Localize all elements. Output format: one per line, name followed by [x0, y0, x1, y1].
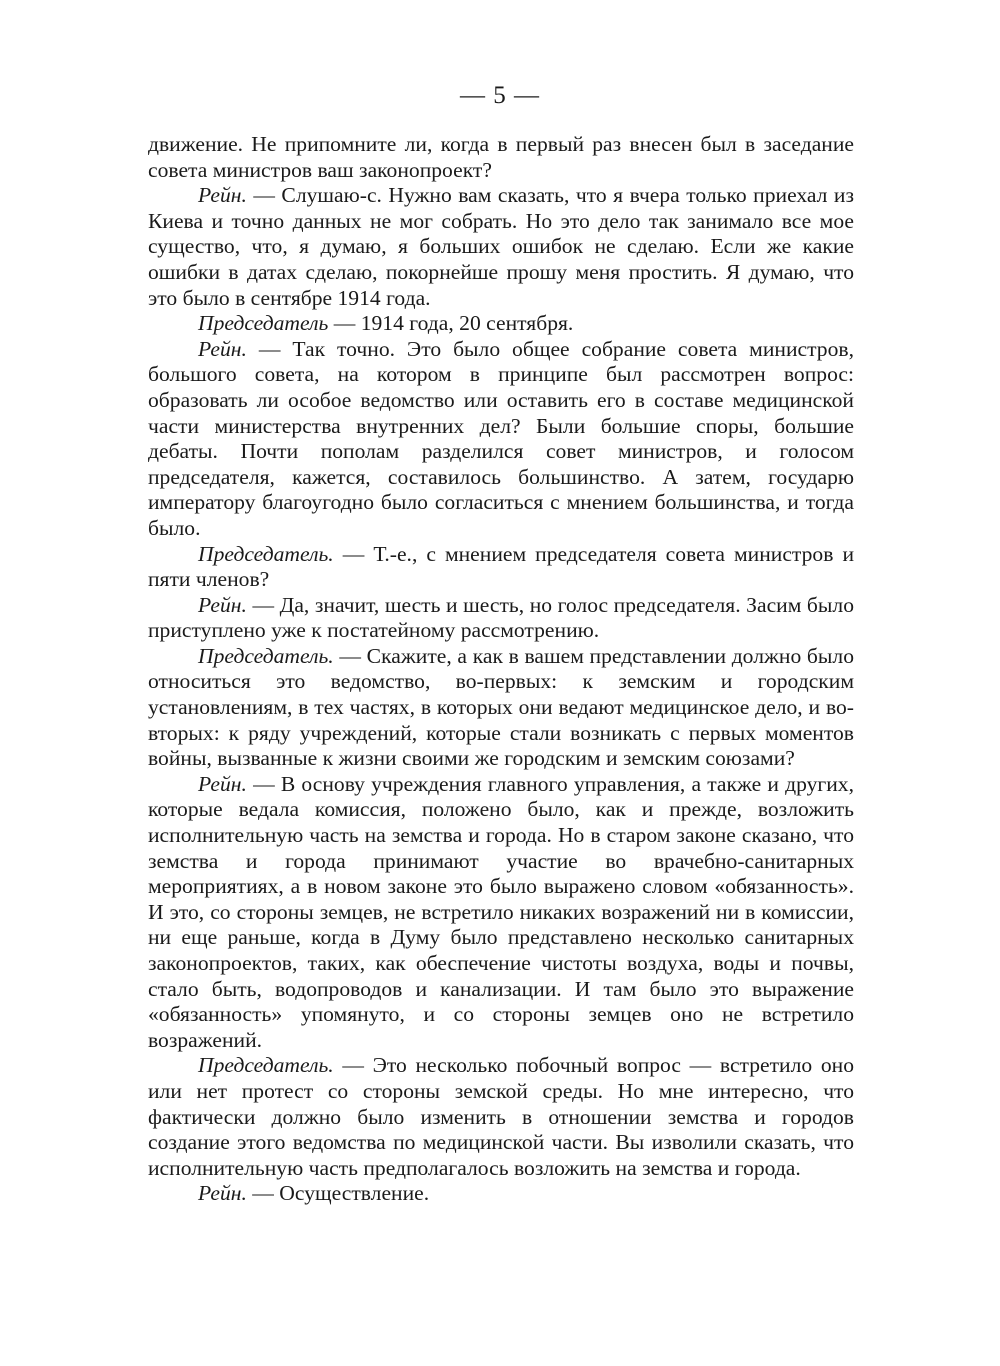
paragraph-text: — 1914 года, 20 сентября. [328, 311, 574, 336]
speaker-name: Председатель. [198, 643, 334, 668]
document-body [148, 132, 854, 1207]
paragraph-chairman [148, 644, 854, 772]
paragraph-rein [148, 337, 854, 542]
paragraph-text: — Слушаю-с. Нужно вам сказать, что я вчера только приехал из Киева и точно данных не мог собрать. Но это дело так занимало все мое существо, что, я думаю, я больших ошибок не сделаю. Если же какие ошибки в датах сделаю, покорнейше прошу меня простить. Я думаю, что это было в сентябре 1914 года. [148, 183, 854, 310]
paragraph-text: — Осуществление. [246, 1181, 430, 1206]
paragraph-text: — Это несколько побочный вопрос — встретило оно или нет протест со стороны земской среды. Но мне интересно, что фактически должно было изменить в отношении земства и городов создание этого ведомства по медицинской части. Вы изволили сказать, что исполнительную часть предполагалось возложить на земства и города. [148, 1053, 854, 1180]
speaker-name: Председатель [198, 311, 329, 336]
paragraph-rein [148, 183, 854, 311]
paragraph-chairman [148, 311, 854, 337]
paragraph-text: — Т.-е., с мнением председателя совета министров и пяти членов? [148, 541, 854, 592]
speaker-name: Рейн. [198, 336, 247, 361]
speaker-name: Рейн. [198, 592, 247, 617]
speaker-name: Рейн. [198, 771, 247, 796]
paragraph-continuation [148, 132, 854, 183]
page-number: — 5 — [460, 82, 540, 109]
paragraph-text: — Так точно. Это было общее собрание совета министров, большого совета, на котором в принципе был рассмотрен вопрос: образовать ли особое ведомство или оставить его в составе медицинской части министерства внутренних дел? Были большие споры, большие дебаты. Почти пополам разделился совет министров, и голосом председателя, кажется, составилось большинство. А затем, государю императору благоугодно было согласиться с мнением большинства, и тогда было. [148, 336, 854, 540]
paragraph-rein [148, 593, 854, 644]
speaker-name: Председатель. [198, 1053, 334, 1078]
speaker-name: Председатель. [198, 541, 334, 566]
paragraph-text: — Да, значит, шесть и шесть, но голос председателя. Засим было приступлено уже к постатейному рассмотрению. [148, 592, 854, 643]
paragraph-chairman [148, 542, 854, 593]
paragraph-text: — Скажите, а как в вашем представлении должно было относиться это ведомство, во-первых: к земским и городским установлениям, в тех частях, в которых они ведают медицинское дело, и во-вторых: к ряду учреждений, которые стали возникать с первых моментов войны, вызванные к жизни своими же городским и земским союзами? [148, 643, 854, 771]
paragraph-rein [148, 772, 854, 1054]
paragraph-text: — В основу учреждения главного управления, а также и других, которые ведала комиссия, положено было, как и прежде, возложить исполнительную часть на земства и города. Но в старом законе сказано, что земства и города принимают участие во врачебно-санитарных мероприятиях, а в новом законе это было выражено словом «обязанность». И это, со стороны земцев, не встретило никаких возражений ни в комиссии, ни еще раньше, когда в Думу было представлено несколько санитарных законопроектов, таких, как обеспечение чистоты воздуха, воды и почвы, стало быть, водопроводов и канализации. И там было это выражение «обязанность» упомянуто, и со стороны земцев оно не встретило возражений. [148, 771, 854, 1052]
paragraph-text: движение. Не припомните ли, когда в первый раз внесен был в заседание совета министров ваш законопроект? [148, 132, 854, 182]
paragraph-chairman [148, 1053, 854, 1181]
paragraph-rein [148, 1181, 854, 1207]
speaker-name: Рейн. [198, 1181, 247, 1206]
speaker-name: Рейн. [198, 183, 247, 208]
